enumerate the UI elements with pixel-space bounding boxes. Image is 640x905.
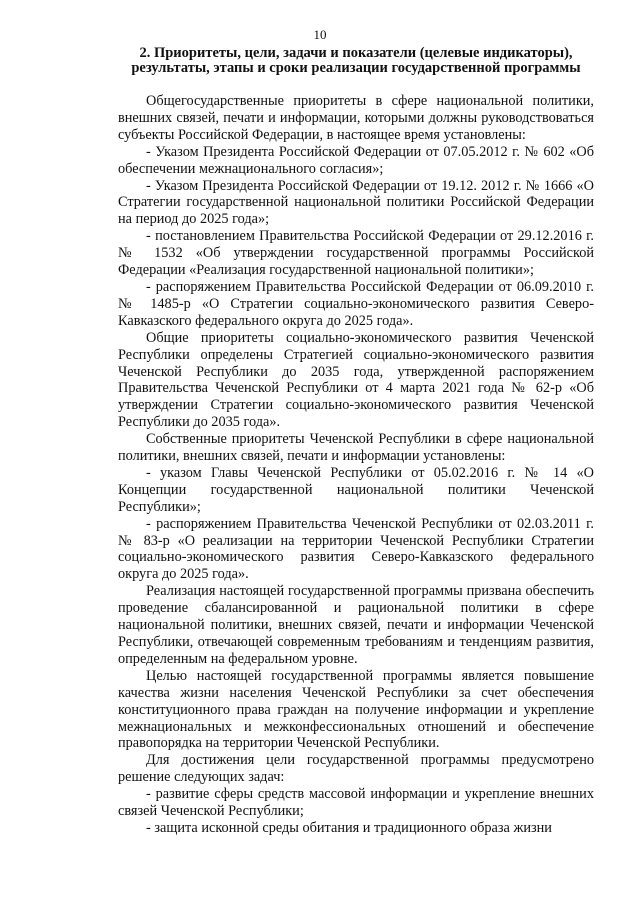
list-item: - распоряжением Правительства Чеченской Республики от 02.03.2011 г. № 83-р «О реализации на территории Чеченской Республики Стратегии социально-экономического развития Северо-Кавказского федерального округа до 2025 года». (118, 515, 594, 583)
list-item: - развитие сферы средств массовой информации и укрепление внешних связей Чеченской Республики; (118, 786, 594, 820)
paragraph: Целью настоящей государственной программы является повышение качества жизни населения Чеченской Республики за счет обеспечения конституционного права граждан на получение информации и укрепление межнациональных и межконфессиональных отношений и обеспечение правопорядка на территории Чеченской Республики. (118, 667, 594, 752)
list-item: - постановлением Правительства Российской Федерации от 29.12.2016 г. № 1532 «Об утверждении государственной программы Российской Федерации «Реализация государственной национальной политики»; (118, 228, 594, 279)
paragraph: Общие приоритеты социально-экономического развития Чеченской Республики определены Стратегией социально-экономического развития Чеченской Республики до 2035 года, утвержденной распоряжением Правительства Чеченской Республики от 4 марта 2021 года № 62-р «Об утверждении Стратегии социально-экономического развития Чеченской Республики до 2035 года». (118, 329, 594, 431)
list-item: - указом Главы Чеченской Республики от 05.02.2016 г. № 14 «О Концепции государственной национальной политики Чеченской Республики»; (118, 464, 594, 515)
list-item: - распоряжением Правительства Российской Федерации от 06.09.2010 г. № 1485-р «О Стратегии социально-экономического развития Северо-Кавказского федерального округа до 2025 года». (118, 278, 594, 329)
page-number: 10 (313, 27, 327, 42)
paragraph: Общегосударственные приоритеты в сфере национальной политики, внешних связей, печати и информации, которыми должны руководствоваться субъекты Российской Федерации, в настоящее время установлены: (118, 93, 594, 143)
document-body (118, 93, 594, 837)
paragraph: Собственные приоритеты Чеченской Республики в сфере национальной политики, внешних связей, печати и информации установлены: (118, 431, 594, 465)
list-item: - Указом Президента Российской Федерации от 19.12. 2012 г. № 1666 «О Стратегии государственной национальной политики Российской Федерации на период до 2025 года»; (118, 177, 594, 228)
list-item: - Указом Президента Российской Федерации от 07.05.2012 г. № 602 «Об обеспечении межнационального согласия»; (118, 143, 594, 177)
paragraph: Реализация настоящей государственной программы призвана обеспечить проведение сбалансированной и рациональной политики в сфере национальной политики, внешних связей, печати и информации Чеченской Республики, отвечающей современным требованиям и тенденциям развития, определенным на федеральном уровне. (118, 583, 594, 667)
section-heading: 2. Приоритеты, цели, задачи и показатели (целевые индикаторы), результаты, этапы и сроки реализации государственной программы (131, 45, 581, 76)
paragraph: Для достижения цели государственной программы предусмотрено решение следующих задач: (118, 752, 594, 786)
list-item: - защита исконной среды обитания и традиционного образа жизни (146, 819, 552, 836)
